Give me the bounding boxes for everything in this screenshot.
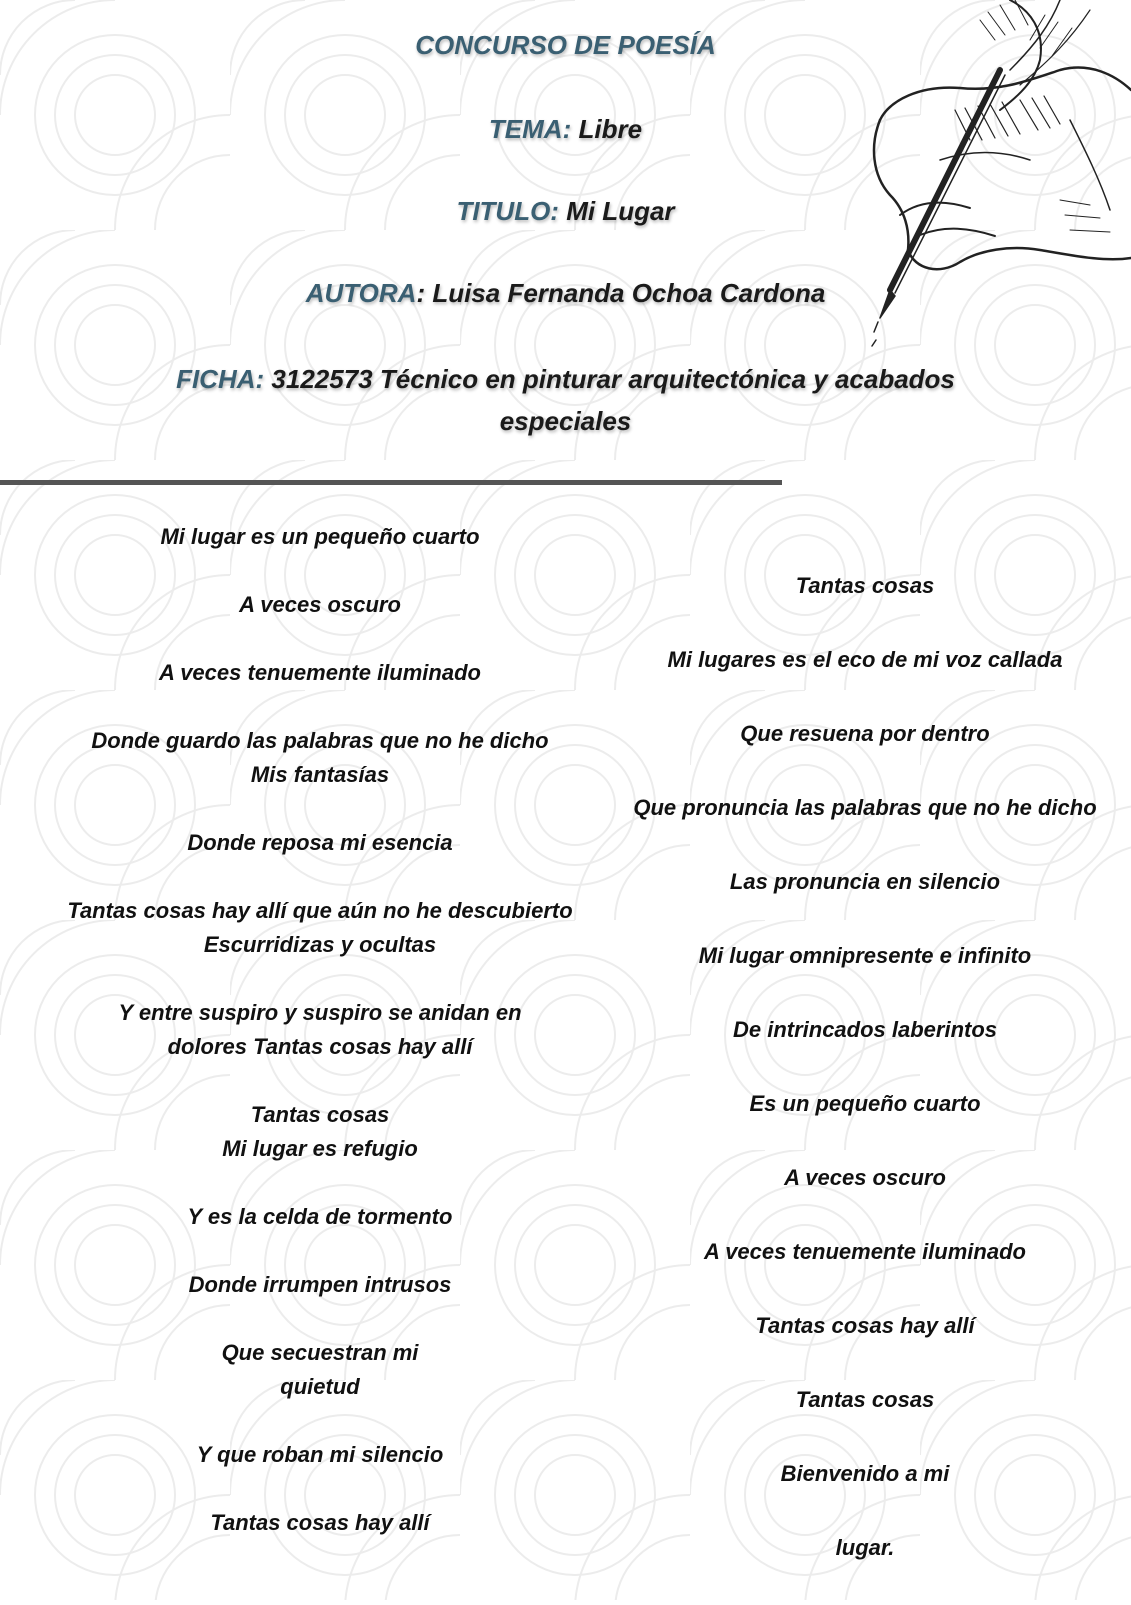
poem-line: Mi lugar es un pequeño cuarto bbox=[160, 524, 480, 549]
poem-line: Tantas cosas bbox=[250, 1102, 390, 1127]
poem-stanza bbox=[40, 1506, 600, 1540]
ficha-label: FICHA: bbox=[176, 364, 265, 394]
poem-stanza bbox=[40, 724, 600, 792]
header-divider bbox=[0, 480, 782, 485]
poem-stanza bbox=[615, 1531, 1115, 1565]
poem-line: Tantas cosas hay allí bbox=[755, 1313, 975, 1338]
poem-line: A veces oscuro bbox=[239, 592, 401, 617]
author-value: : Luisa Fernanda Ochoa Cardona bbox=[416, 278, 826, 308]
poem-line: Y es la celda de tormento bbox=[187, 1204, 453, 1229]
poem-right-column bbox=[615, 569, 1115, 1605]
poem-line: De intrincados laberintos bbox=[732, 1017, 998, 1042]
poem-line: Mi lugar es refugio bbox=[222, 1136, 418, 1161]
poem-stanza bbox=[615, 717, 1115, 751]
poem-stanza bbox=[615, 643, 1115, 677]
poem-stanza bbox=[40, 894, 600, 962]
poem-stanza bbox=[615, 1013, 1115, 1047]
poem-stanza bbox=[40, 588, 600, 622]
poem-line: Mis fantasías bbox=[250, 762, 390, 787]
poem-line: Bienvenido a mi bbox=[780, 1461, 950, 1486]
poem-line: Tantas cosas bbox=[795, 573, 935, 598]
author-label: AUTORA bbox=[305, 278, 417, 308]
poem-line: A veces tenuemente iluminado bbox=[159, 660, 481, 685]
contest-title: CONCURSO DE POESÍA bbox=[415, 30, 716, 60]
poem-stanza bbox=[615, 939, 1115, 973]
poem-stanza bbox=[615, 1309, 1115, 1343]
poem-line: Donde guardo las palabras que no he dicho bbox=[91, 728, 549, 753]
poem-line: Las pronuncia en silencio bbox=[729, 869, 1001, 894]
poem-line: A veces oscuro bbox=[784, 1165, 946, 1190]
poem-line: dolores Tantas cosas hay allí bbox=[167, 1034, 473, 1059]
poem-line: Que resuena por dentro bbox=[740, 721, 990, 746]
poem-line: Que pronuncia las palabras que no he dicho bbox=[633, 795, 1097, 820]
poem-stanza bbox=[40, 1098, 600, 1166]
poem-stanza bbox=[615, 791, 1115, 825]
poem-line: A veces tenuemente iluminado bbox=[704, 1239, 1026, 1264]
poem-stanza bbox=[615, 1087, 1115, 1121]
hand-writing-quill-icon bbox=[860, 0, 1131, 350]
poem-line: Tantas cosas bbox=[795, 1387, 935, 1412]
poem-line: Donde irrumpen intrusos bbox=[188, 1272, 452, 1297]
poem-line: Escurridizas y ocultas bbox=[203, 932, 437, 957]
poem-stanza bbox=[40, 656, 600, 690]
poem-stanza bbox=[615, 1235, 1115, 1269]
poem-stanza bbox=[40, 1200, 600, 1234]
title-label: TITULO: bbox=[456, 196, 559, 226]
poem-line: lugar. bbox=[835, 1535, 895, 1560]
poem-stanza bbox=[615, 865, 1115, 899]
poem-stanza bbox=[40, 1268, 600, 1302]
ficha-line bbox=[0, 358, 1131, 442]
poem-stanza bbox=[615, 1383, 1115, 1417]
poem-stanza bbox=[40, 826, 600, 860]
poem-stanza bbox=[615, 1161, 1115, 1195]
poem-line: Es un pequeño cuarto bbox=[749, 1091, 981, 1116]
poem-stanza bbox=[40, 520, 600, 554]
poem-stanza bbox=[615, 1457, 1115, 1491]
poem-line: Tantas cosas hay allí bbox=[210, 1510, 430, 1535]
poem-line: Tantas cosas hay allí que aún no he descubierto bbox=[67, 898, 573, 923]
ficha-value: 3122573 Técnico en pinturar arquitectónica y acabados especiales bbox=[271, 364, 955, 436]
poem-line: Mi lugares es el eco de mi voz callada bbox=[667, 647, 1063, 672]
poem-left-column bbox=[40, 520, 600, 1540]
theme-value: Libre bbox=[578, 114, 643, 144]
poem-stanza bbox=[40, 1336, 600, 1404]
theme-label: TEMA: bbox=[488, 114, 572, 144]
poem-stanza bbox=[615, 569, 1115, 603]
poem-line: Y que roban mi silencio bbox=[196, 1442, 444, 1467]
poem-line: Y entre suspiro y suspiro se anidan en bbox=[118, 1000, 522, 1025]
poem-stanza bbox=[40, 996, 600, 1064]
poem-line: Donde reposa mi esencia bbox=[187, 830, 453, 855]
poem-line: Que secuestran mi bbox=[221, 1340, 419, 1365]
title-value: Mi Lugar bbox=[566, 196, 675, 226]
poem-stanza bbox=[40, 1438, 600, 1472]
poem-line: Mi lugar omnipresente e infinito bbox=[698, 943, 1032, 968]
poem-line: quietud bbox=[280, 1374, 360, 1399]
